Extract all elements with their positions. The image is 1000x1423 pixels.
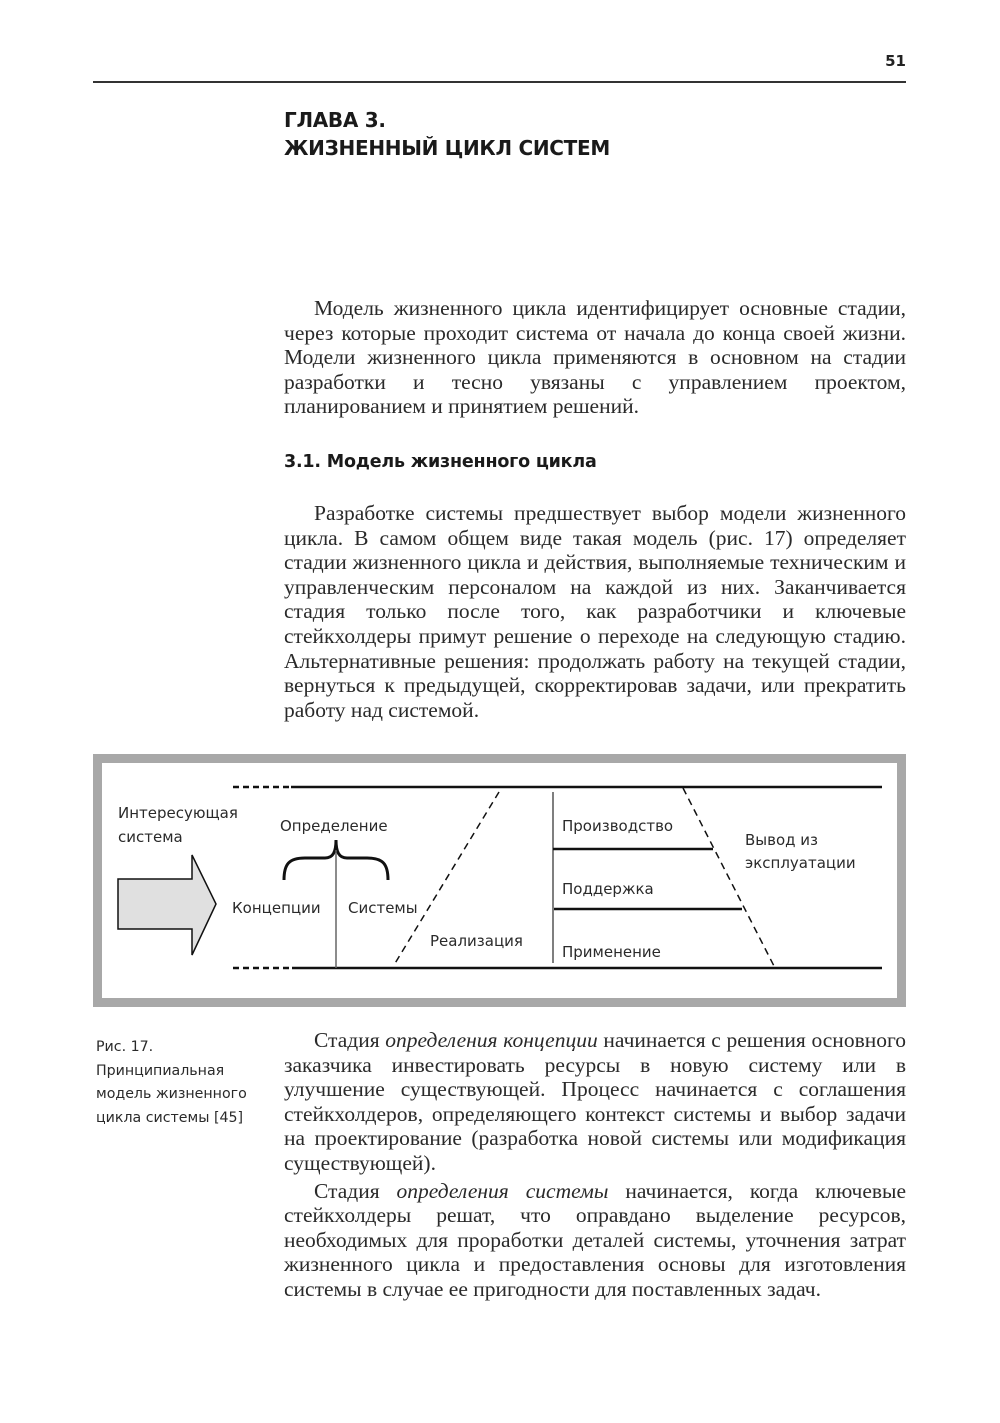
system-rest: начинается, когда ключевые стейкхолдеры решат, что оправдано выделение ресурсов, необходимых для проработки деталей системы, уточнения затрат жизненного цикла и предоставления основы для изготовления системы в случае ее пригодности для поставленных задач. xyxy=(284,1178,907,1301)
label-retirement-1: Вывод из xyxy=(745,831,819,849)
caption-number: Рис. 17. xyxy=(96,1039,154,1055)
label-realization: Реализация xyxy=(430,932,523,950)
chapter-name: ЖИЗНЕННЫЙ ЦИКЛ СИСТЕМ xyxy=(284,136,610,160)
concept-emphasis: определения концепции xyxy=(385,1028,598,1052)
label-utilization: Применение xyxy=(562,943,661,961)
lifecycle-diagram xyxy=(93,754,906,1007)
intro-paragraph: Модель жизненного цикла идентифицирует основные стадии, через которые проходит система от начала до конца своей жизни. Модели жизненного цикла применяются в основном на стадии разработки и тесно увязаны с управлением проектом, планированием и принятием решений. xyxy=(284,296,906,419)
system-paragraph xyxy=(284,1179,906,1302)
section-paragraph: Разработке системы предшествует выбор модели жизненного цикла. В самом общем виде такая модель (рис. 17) определяет стадии жизненного цикла и действия, выполняемые техническим и управленческим персоналом на каждой из них. Заканчивается стадия только после того, как разработчики и ключевые стейкхолдеры примут решение о переходе на следующую стадию. Альтернативные решения: продолжать работу на текущей стадии, вернуться к предыдущей, скорректировав задачи, или прекратить работу над системой. xyxy=(284,501,906,722)
figure-caption xyxy=(96,1036,276,1130)
chapter-title xyxy=(284,106,610,162)
label-support: Поддержка xyxy=(562,880,654,898)
section-paragraph-block xyxy=(284,501,906,722)
header-rule xyxy=(93,81,906,83)
arrow-icon xyxy=(118,855,216,955)
concept-rest: начинается с решения основного заказчика инвестировать ресурсы в новую систему или в улучшение существующей. Процесс начинается с соглашения стейкхолдеров, определяющего контекст системы и выбор задачи на проектирование (разработка новой системы или модификация существующей). xyxy=(284,1028,907,1175)
caption-line-3: модель жизненного xyxy=(96,1086,247,1102)
system-lead: Стадия xyxy=(314,1178,397,1203)
system-emphasis: определения системы xyxy=(396,1178,609,1203)
concept-paragraph xyxy=(284,1028,906,1176)
label-production: Производство xyxy=(562,817,674,835)
concept-paragraph-block xyxy=(284,1028,906,1302)
concept-lead: Стадия xyxy=(314,1028,386,1052)
caption-line-2: Принципиальная xyxy=(96,1062,225,1079)
page-number: 51 xyxy=(885,52,906,70)
label-system: Системы xyxy=(348,899,418,917)
label-system-of-interest-1: Интересующая xyxy=(118,804,238,822)
intro-paragraph-block xyxy=(284,296,906,419)
section-title: 3.1. Модель жизненного цикла xyxy=(284,452,597,472)
label-system-of-interest-2: система xyxy=(118,828,183,846)
label-definition: Определение xyxy=(280,817,388,835)
label-concept: Концепции xyxy=(232,899,321,917)
label-retirement-2: эксплуатации xyxy=(745,854,856,872)
chapter-number: ГЛАВА 3. xyxy=(284,108,386,132)
retirement-boundary xyxy=(683,788,775,968)
caption-line-4: цикла системы [45] xyxy=(96,1109,244,1126)
